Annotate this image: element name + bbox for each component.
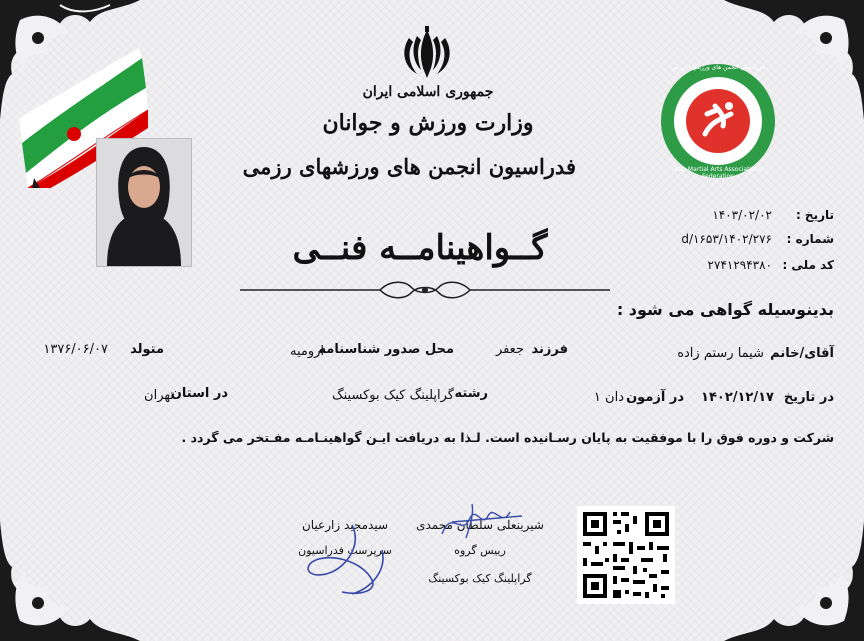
field-value: گراپلینگ کیک بوکسینگ [332, 388, 454, 403]
person-value: شیما رستم زاده [677, 346, 764, 361]
logo-ring-text-bottom: Iran Martial Arts Associations Federation [674, 166, 762, 180]
ministry-heading: وزارت ورزش و جوانان [322, 110, 534, 136]
federation-logo [659, 62, 777, 180]
qr-code[interactable] [577, 506, 675, 604]
closing-text: شرکت و دوره فوق را با موفقیت به پایان رسـانیده است. لـذا به دریافت ایـن گواهینـامـه مفـتخر می گردد . [181, 430, 834, 445]
title-divider [240, 278, 610, 302]
issue-place-value: ارومیه [289, 344, 324, 359]
bottom-left-ornament [0, 511, 150, 641]
exam-label: در آزمون [626, 390, 684, 405]
born-label: متولد [130, 342, 164, 357]
number-label: شماره : [786, 232, 834, 246]
number-value: ۱۴۰۲/۲۷۶/d/۱۶۵۳ [681, 232, 772, 246]
field-label: رشته [454, 386, 488, 401]
right-signer-subtitle: گراپلینگ کیک بوکسینگ [428, 572, 532, 585]
issue-place-label: محل صدور شناسنامه [318, 342, 454, 357]
federation-heading: فدراسیون انجمن های ورزشهای رزمی [242, 154, 576, 179]
left-signer-title: سرپرست فدراسیون [298, 544, 392, 557]
intro-text: بدینوسیله گواهی می شود : [616, 300, 834, 319]
bottom-right-ornament [714, 511, 864, 641]
left-signature-icon [292, 520, 412, 600]
date-value: ۱۴۰۳/۰۲/۰۲ [712, 208, 772, 222]
date-label: تاریخ : [795, 208, 834, 222]
iran-emblem-icon [399, 26, 455, 82]
right-signature-icon [432, 498, 532, 548]
province-value: تهران [144, 388, 174, 403]
logo-ring-text-top: فدراسیون انجمن های ورزشهای رزمی [670, 64, 766, 71]
republic-heading: جمهوری اسلامی ایران [362, 84, 494, 100]
right-signer-name: شیرینعلی سلطان محمدی [416, 518, 544, 532]
person-photo [96, 138, 192, 267]
exam-value: دان ۱ [593, 390, 624, 405]
national-code-value: ۲۷۴۱۲۹۴۳۸۰ [707, 258, 772, 272]
left-signer-name: سیدمجید زارعیان [301, 518, 389, 532]
child-of-value: جعفر [495, 342, 524, 357]
exam-date-value: ۱۴۰۲/۱۲/۱۷ [701, 390, 774, 405]
person-label: آقای/خانم [770, 346, 834, 361]
exam-date-label: در تاریخ [783, 390, 834, 405]
certificate-title: گــواهینامــه فنــی [292, 228, 548, 268]
child-of-label: فرزند [531, 342, 568, 357]
national-code-label: کد ملی : [782, 258, 834, 272]
province-label: در استان [170, 386, 228, 401]
right-signer-title: رییس گروه [454, 544, 506, 557]
born-value: ۱۳۷۶/۰۶/۰۷ [43, 342, 108, 357]
